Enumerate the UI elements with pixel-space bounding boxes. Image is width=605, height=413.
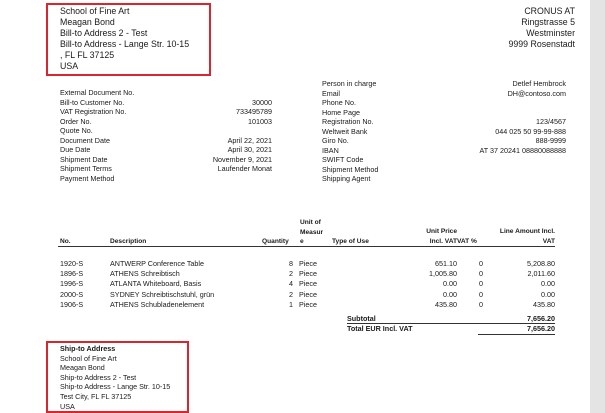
subtotal-value: 7,656.20 bbox=[527, 314, 555, 323]
cell-vat: 0 bbox=[479, 279, 483, 288]
cell-quantity: 4 bbox=[289, 279, 293, 288]
detail-label: Registration No. bbox=[322, 117, 374, 126]
detail-value: 733495789 bbox=[236, 107, 272, 116]
detail-value bbox=[480, 108, 566, 118]
cell-no: 1996-S bbox=[60, 279, 84, 288]
detail-value: 30000 bbox=[252, 97, 272, 107]
ship-to-title: Ship-to Address bbox=[60, 344, 116, 353]
header-line-amount bbox=[500, 227, 555, 246]
cell-vat: 0 bbox=[479, 269, 483, 278]
cell-description: ANTWERP Conference Table bbox=[110, 259, 205, 268]
cell-description: ATLANTA Whiteboard, Basis bbox=[110, 279, 202, 288]
header-vat-pct: VAT % bbox=[457, 238, 477, 245]
cell-unit-price: 0.00 bbox=[443, 279, 457, 288]
company-line: Ringstrasse 5 bbox=[521, 16, 575, 27]
detail-label: Weltweit Bank bbox=[322, 126, 368, 136]
detail-value: Laufender Monat bbox=[217, 164, 272, 173]
cell-quantity: 1 bbox=[289, 300, 293, 309]
cell-unit-price: 435.80 bbox=[435, 300, 457, 309]
header-no: No. bbox=[60, 238, 71, 245]
header-line-amount-line: VAT bbox=[542, 237, 555, 245]
detail-value: 044 025 50 99-99-888 bbox=[495, 126, 566, 136]
cell-uom: Piece bbox=[299, 279, 317, 288]
cell-amount: 0.00 bbox=[541, 279, 555, 288]
total-value: 7,656.20 bbox=[527, 324, 555, 333]
detail-label: SWIFT Code bbox=[322, 155, 364, 164]
detail-label: Person in charge bbox=[322, 79, 377, 88]
cell-quantity: 8 bbox=[289, 259, 293, 268]
detail-value: AT 37 20241 08880088888 bbox=[479, 145, 566, 155]
cell-amount: 2,011.60 bbox=[527, 269, 555, 278]
detail-value bbox=[480, 98, 566, 108]
ship-to-line: USA bbox=[60, 401, 75, 411]
detail-label: VAT Registration No. bbox=[60, 107, 127, 116]
cell-no: 1906-S bbox=[60, 300, 84, 309]
bill-to-line: Meagan Bond bbox=[60, 16, 115, 27]
detail-label: Quote No. bbox=[60, 126, 93, 135]
company-line: Westminster bbox=[526, 27, 575, 38]
detail-value: 123/4567 bbox=[536, 117, 566, 126]
left-details-values bbox=[200, 88, 272, 183]
ship-to-line: Meagan Bond bbox=[60, 363, 105, 373]
total-divider bbox=[478, 334, 555, 335]
cell-amount: 0.00 bbox=[541, 290, 555, 299]
subtotal-label: Subtotal bbox=[347, 314, 376, 323]
detail-label: Phone No. bbox=[322, 98, 356, 107]
detail-label: Giro No. bbox=[322, 136, 349, 145]
ship-to-address bbox=[60, 344, 170, 411]
detail-label: External Document No. bbox=[60, 88, 135, 97]
cell-amount: 5,208.80 bbox=[527, 259, 555, 268]
cell-unit-price: 651.10 bbox=[435, 259, 457, 268]
cell-uom: Piece bbox=[299, 290, 317, 299]
detail-label: Shipment Date bbox=[60, 154, 108, 164]
detail-value: April 22, 2021 bbox=[227, 135, 272, 145]
cell-uom: Piece bbox=[299, 259, 317, 268]
header-uom-line: Measur bbox=[300, 228, 324, 236]
detail-label: Shipment Method bbox=[322, 164, 379, 174]
header-unit-price-line: Incl. VAT bbox=[429, 237, 457, 245]
ship-to-line: Ship-to Address - Lange Str. 10-15 bbox=[60, 382, 171, 392]
cell-vat: 0 bbox=[479, 259, 483, 268]
bill-to-line: , FL FL 37125 bbox=[60, 49, 115, 60]
bill-to-address bbox=[60, 6, 189, 71]
cell-uom: Piece bbox=[299, 269, 317, 278]
header-type-of-use: Type of Use bbox=[332, 238, 369, 245]
detail-value: November 9, 2021 bbox=[212, 154, 272, 164]
detail-label: IBAN bbox=[322, 145, 339, 155]
detail-label: Shipping Agent bbox=[322, 174, 371, 183]
detail-value: Detlef Hembrock bbox=[512, 79, 566, 88]
detail-label: Home Page bbox=[322, 107, 360, 117]
cell-unit-price: 1,005.80 bbox=[429, 269, 457, 278]
cell-quantity: 2 bbox=[289, 269, 293, 278]
detail-label: Due Date bbox=[60, 145, 91, 154]
detail-value bbox=[200, 174, 272, 184]
header-unit-price-line: Unit Price bbox=[426, 228, 457, 235]
cell-uom: Piece bbox=[299, 300, 317, 309]
bill-to-line: School of Fine Art bbox=[60, 6, 130, 16]
cell-no: 1920-S bbox=[60, 259, 84, 268]
detail-label: Bill-to Customer No. bbox=[60, 97, 125, 107]
detail-value: 888-9999 bbox=[535, 136, 566, 145]
left-details-labels bbox=[60, 88, 134, 183]
cell-description: ATHENS Schubladenelement bbox=[110, 300, 205, 309]
header-line-amount-line: Line Amount Incl. bbox=[499, 228, 555, 235]
cell-amount: 435.80 bbox=[533, 300, 555, 309]
bill-to-line: Bill-to Address 2 - Test bbox=[60, 27, 148, 38]
detail-label: Document Date bbox=[60, 135, 110, 145]
header-quantity: Quantity bbox=[262, 238, 289, 245]
bill-to-line: Bill-to Address - Lange Str. 10-15 bbox=[60, 38, 190, 49]
detail-value bbox=[480, 155, 566, 165]
detail-value: April 30, 2021 bbox=[227, 145, 272, 154]
total-label: Total EUR Incl. VAT bbox=[347, 324, 413, 333]
detail-value: 101003 bbox=[248, 116, 272, 126]
scrollbar-track[interactable] bbox=[590, 0, 605, 413]
cell-no: 1896-S bbox=[60, 269, 84, 278]
detail-label: Order No. bbox=[60, 116, 92, 126]
cell-quantity: 2 bbox=[289, 290, 293, 299]
ship-to-line: School of Fine Art bbox=[60, 353, 117, 363]
detail-label: Payment Method bbox=[60, 173, 115, 183]
ship-to-line: Ship-to Address 2 - Test bbox=[60, 372, 137, 382]
header-uom-line: Unit of bbox=[300, 219, 321, 226]
cell-vat: 0 bbox=[479, 290, 483, 299]
cell-vat: 0 bbox=[479, 300, 483, 309]
detail-value bbox=[480, 165, 566, 175]
cell-unit-price: 0.00 bbox=[443, 290, 457, 299]
header-description: Description bbox=[110, 238, 147, 245]
detail-value bbox=[200, 88, 272, 98]
company-address bbox=[508, 6, 575, 50]
company-line: CRONUS AT bbox=[524, 6, 575, 16]
company-line: 9999 Rosenstadt bbox=[508, 38, 575, 49]
email-link[interactable]: DH@contoso.com bbox=[507, 88, 566, 98]
header-uom-line: e bbox=[300, 238, 304, 245]
header-uom bbox=[300, 218, 323, 247]
ship-to-line: Test City, FL FL 37125 bbox=[60, 391, 132, 401]
detail-value bbox=[480, 174, 566, 184]
detail-value bbox=[200, 126, 272, 136]
right-details-values bbox=[480, 79, 566, 184]
cell-no: 2000-S bbox=[60, 290, 84, 299]
cell-description: SYDNEY Schreibtischstuhl, grün bbox=[110, 290, 215, 299]
right-details-labels bbox=[322, 79, 378, 184]
detail-label: Email bbox=[322, 88, 340, 98]
header-divider bbox=[58, 246, 555, 247]
cell-description: ATHENS Schreibtisch bbox=[110, 269, 180, 278]
bill-to-line: USA bbox=[60, 60, 79, 71]
detail-label: Shipment Terms bbox=[60, 164, 112, 173]
header-unit-price bbox=[426, 227, 457, 246]
